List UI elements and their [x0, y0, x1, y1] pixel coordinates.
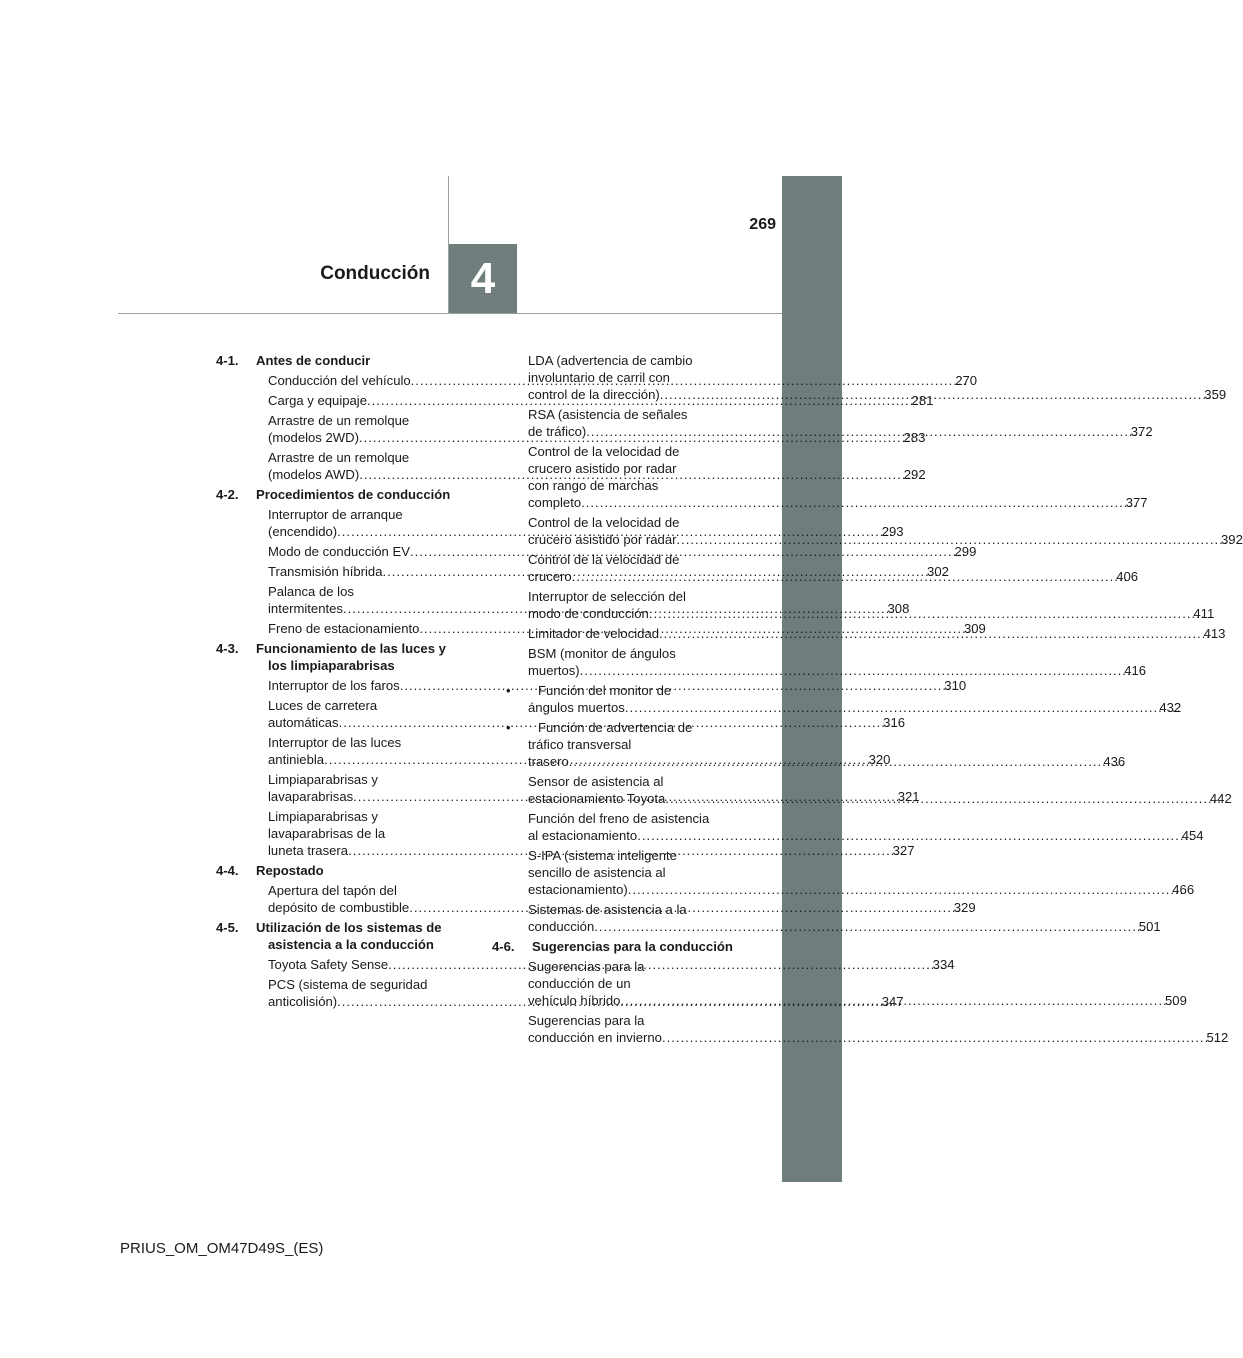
section-number: 4-5. — [216, 920, 239, 935]
entry-title-tail: crucero asistido por radar — [528, 532, 677, 547]
entry-title-tail: conducción — [528, 919, 595, 934]
entry-page-number: 299 — [954, 544, 977, 559]
entry-line: Palanca de los — [268, 584, 354, 599]
entry-page-number: 270 — [955, 373, 978, 388]
entry-line: Sugerencias para la — [528, 959, 645, 974]
entry-line: involuntario de carril con — [528, 370, 670, 385]
entry-line: Luces de carretera — [268, 698, 378, 713]
document-code: PRIUS_OM_OM47D49S_(ES) — [120, 1240, 324, 1257]
toc-section-heading — [216, 352, 466, 369]
entry-title-tail: Toyota Safety Sense — [268, 957, 389, 972]
entry-title-tail: de tráfico) — [528, 424, 587, 439]
dot-leader — [660, 386, 1217, 403]
dot-leader — [676, 531, 1233, 548]
bullet-icon: • — [506, 720, 511, 735]
entry-title-tail: Freno de estacionamiento — [268, 621, 420, 636]
entry-title-tail: Conducción del vehículo — [268, 373, 411, 388]
entry-page-number: 512 — [1206, 1030, 1229, 1045]
entry-title-tail: Limitador de velocidad — [528, 626, 660, 641]
entry-line: PCS (sistema de seguridad — [268, 977, 428, 992]
entry-page-number: 501 — [1138, 919, 1161, 934]
entry-title-tail: Interruptor de los faros — [268, 678, 400, 693]
dot-leader — [620, 992, 1177, 1009]
dot-leader — [594, 918, 1151, 935]
entry-page-number: 281 — [911, 393, 934, 408]
entry-line: Control de la velocidad de — [528, 515, 680, 530]
toc-entry[interactable] — [492, 645, 1147, 679]
entry-text — [528, 1012, 1229, 1046]
dot-leader — [580, 662, 1137, 679]
entry-line: RSA (asistencia de señales — [528, 407, 688, 422]
section-title: Utilización de los sistemas de asistencia a la conducción — [256, 920, 442, 952]
toc-section-heading — [492, 938, 738, 955]
entry-line: Control de la velocidad de — [528, 552, 680, 567]
entry-page-number: 454 — [1181, 828, 1204, 843]
dot-leader — [665, 790, 1222, 807]
entry-title-tail: modo de conducción — [528, 606, 649, 621]
entry-line: Interruptor de selección del — [528, 589, 686, 604]
section-title: Antes de conducir — [256, 353, 371, 368]
entry-title-tail: conducción en invierno — [528, 1030, 662, 1045]
chapter-number: 4 — [470, 253, 496, 303]
entry-page-number: 321 — [897, 789, 920, 804]
entry-title-tail: Modo de conducción EV — [268, 544, 410, 559]
entry-title-tail: crucero — [528, 569, 572, 584]
entry-line: Apertura del tapón del — [268, 883, 397, 898]
chapter-title: Conducción — [320, 263, 430, 284]
section-title: Sugerencias para la conducción — [532, 939, 733, 954]
entry-line: Arrastre de un remolque — [268, 450, 410, 465]
entry-line: Interruptor de arranque — [268, 507, 403, 522]
entry-line: lavaparabrisas de la — [268, 826, 386, 841]
entry-title-tail: (encendido) — [268, 524, 338, 539]
header-horizontal-rule — [118, 313, 782, 314]
entry-title-tail: trasero — [528, 754, 569, 769]
entry-page-number: 372 — [1130, 424, 1153, 439]
entry-line: • Función del monitor de — [506, 683, 672, 698]
section-number: 4-6. — [492, 939, 515, 954]
entry-line: Sugerencias para la — [528, 1013, 645, 1028]
entry-page-number: 442 — [1209, 791, 1232, 806]
entry-line: conducción de un — [528, 976, 631, 991]
entry-last-line — [528, 662, 1147, 679]
entry-title-tail: antiniebla — [268, 752, 325, 767]
dot-leader — [586, 423, 1143, 440]
toc-section-heading — [216, 640, 466, 674]
entry-page-number: 406 — [1116, 569, 1139, 584]
entry-title-tail: lavaparabrisas — [268, 789, 354, 804]
entry-page-number: 310 — [944, 678, 967, 693]
entry-line: con rango de marchas — [528, 478, 659, 493]
dot-leader — [628, 881, 1185, 898]
entry-title-tail: Transmisión híbrida — [268, 564, 383, 579]
dot-leader — [662, 1029, 1219, 1046]
entry-title-tail: automáticas — [268, 715, 339, 730]
entry-title-tail: vehículo híbrido — [528, 993, 621, 1008]
entry-title-tail: (modelos AWD) — [268, 467, 360, 482]
toc-entry[interactable] — [492, 810, 1204, 844]
entry-page-number: 320 — [868, 752, 891, 767]
entry-last-line — [528, 1029, 1229, 1046]
entry-page-number: 316 — [883, 715, 906, 730]
entry-page-number: 377 — [1125, 495, 1148, 510]
section-title: Procedimientos de conducción — [256, 487, 451, 502]
entry-line: Función del freno de asistencia — [528, 811, 710, 826]
entry-last-line — [528, 494, 1148, 511]
entry-text — [528, 810, 1204, 844]
entry-title-tail: completo — [528, 495, 582, 510]
entry-title-tail: Carga y equipaje — [268, 393, 367, 408]
entry-title-tail: anticolisión) — [268, 994, 338, 1009]
entry-title-tail: muertos) — [528, 663, 580, 678]
entry-text — [528, 645, 1147, 679]
entry-last-line — [528, 827, 1204, 844]
entry-page-number: 359 — [1204, 387, 1227, 402]
entry-page-number: 329 — [953, 900, 976, 915]
entry-line: Limpiaparabrisas y — [268, 809, 378, 824]
entry-page-number: 392 — [1221, 532, 1243, 547]
entry-title-tail: estacionamiento Toyota — [528, 791, 666, 806]
entry-line: LDA (advertencia de cambio — [528, 353, 693, 368]
section-number: 4-2. — [216, 487, 239, 502]
dot-leader — [581, 494, 1138, 511]
bullet-icon: • — [506, 683, 511, 698]
entry-title-tail: (modelos 2WD) — [268, 430, 359, 445]
entry-page-number: 309 — [963, 621, 986, 636]
entry-title-tail: intermitentes — [268, 601, 343, 616]
entry-last-line — [528, 881, 1195, 898]
section-title: Funcionamiento de las luces y los limpiaparabrisas — [256, 641, 446, 673]
toc-entry[interactable] — [492, 1012, 1229, 1046]
toc-section-heading — [216, 919, 466, 953]
entry-line: BSM (monitor de ángulos — [528, 646, 676, 661]
entry-page-number: 411 — [1193, 606, 1215, 621]
entry-line: Sistemas de asistencia a la — [528, 902, 687, 917]
entry-title-tail: luneta trasera — [268, 843, 349, 858]
entry-page-number: 416 — [1124, 663, 1147, 678]
entry-line: S-IPA (sistema inteligente — [528, 848, 677, 863]
entry-title-tail: control de la dirección) — [528, 387, 660, 402]
dot-leader — [569, 753, 1126, 770]
entry-page-number: 292 — [903, 467, 926, 482]
entry-page-number: 293 — [881, 524, 904, 539]
entry-last-line: trasero ..... 436 — [550, 753, 738, 770]
entry-line: Interruptor de las luces — [268, 735, 402, 750]
entry-page-number: 308 — [887, 601, 910, 616]
entry-title-tail: depósito de combustible — [268, 900, 410, 915]
entry-title-tail: al estacionamiento — [528, 828, 638, 843]
entry-line: Arrastre de un remolque — [268, 413, 410, 428]
entry-page-number: 466 — [1172, 882, 1195, 897]
dot-leader — [625, 699, 1182, 716]
entry-page-number: 302 — [927, 564, 949, 579]
entry-title-tail: estacionamiento) — [528, 882, 628, 897]
chapter-number-box — [449, 244, 517, 313]
entry-page-number: 283 — [903, 430, 926, 445]
entry-line: crucero asistido por radar — [528, 461, 677, 476]
entry-line: • Función de advertencia de — [506, 720, 693, 735]
entry-page-number: 347 — [881, 994, 904, 1009]
dot-leader — [659, 625, 1216, 642]
dot-leader — [649, 605, 1206, 622]
section-title: Repostado — [256, 863, 324, 878]
section-number: 4-1. — [216, 353, 239, 368]
toc-section-heading — [216, 862, 466, 879]
page-number: 269 — [749, 216, 776, 233]
entry-line: tráfico transversal — [528, 737, 632, 752]
entry-line: Limpiaparabrisas y — [268, 772, 378, 787]
entry-page-number: 509 — [1165, 993, 1187, 1008]
dot-leader — [572, 568, 1129, 585]
entry-page-number: 327 — [892, 843, 915, 858]
toc-section-heading — [216, 486, 466, 503]
section-number: 4-3. — [216, 641, 239, 656]
entry-title-tail: ángulos muertos — [528, 700, 625, 715]
entry-line: sencillo de asistencia al — [528, 865, 666, 880]
entry-last-line — [528, 918, 1161, 935]
entry-page-number: 413 — [1203, 626, 1226, 641]
entry-page-number: 334 — [932, 957, 955, 972]
entry-line: Control de la velocidad de — [528, 444, 680, 459]
entry-last-line: ángulos muertos ..... 432 — [550, 699, 738, 716]
section-number: 4-4. — [216, 863, 239, 878]
entry-line: Sensor de asistencia al — [528, 774, 664, 789]
dot-leader — [637, 827, 1194, 844]
